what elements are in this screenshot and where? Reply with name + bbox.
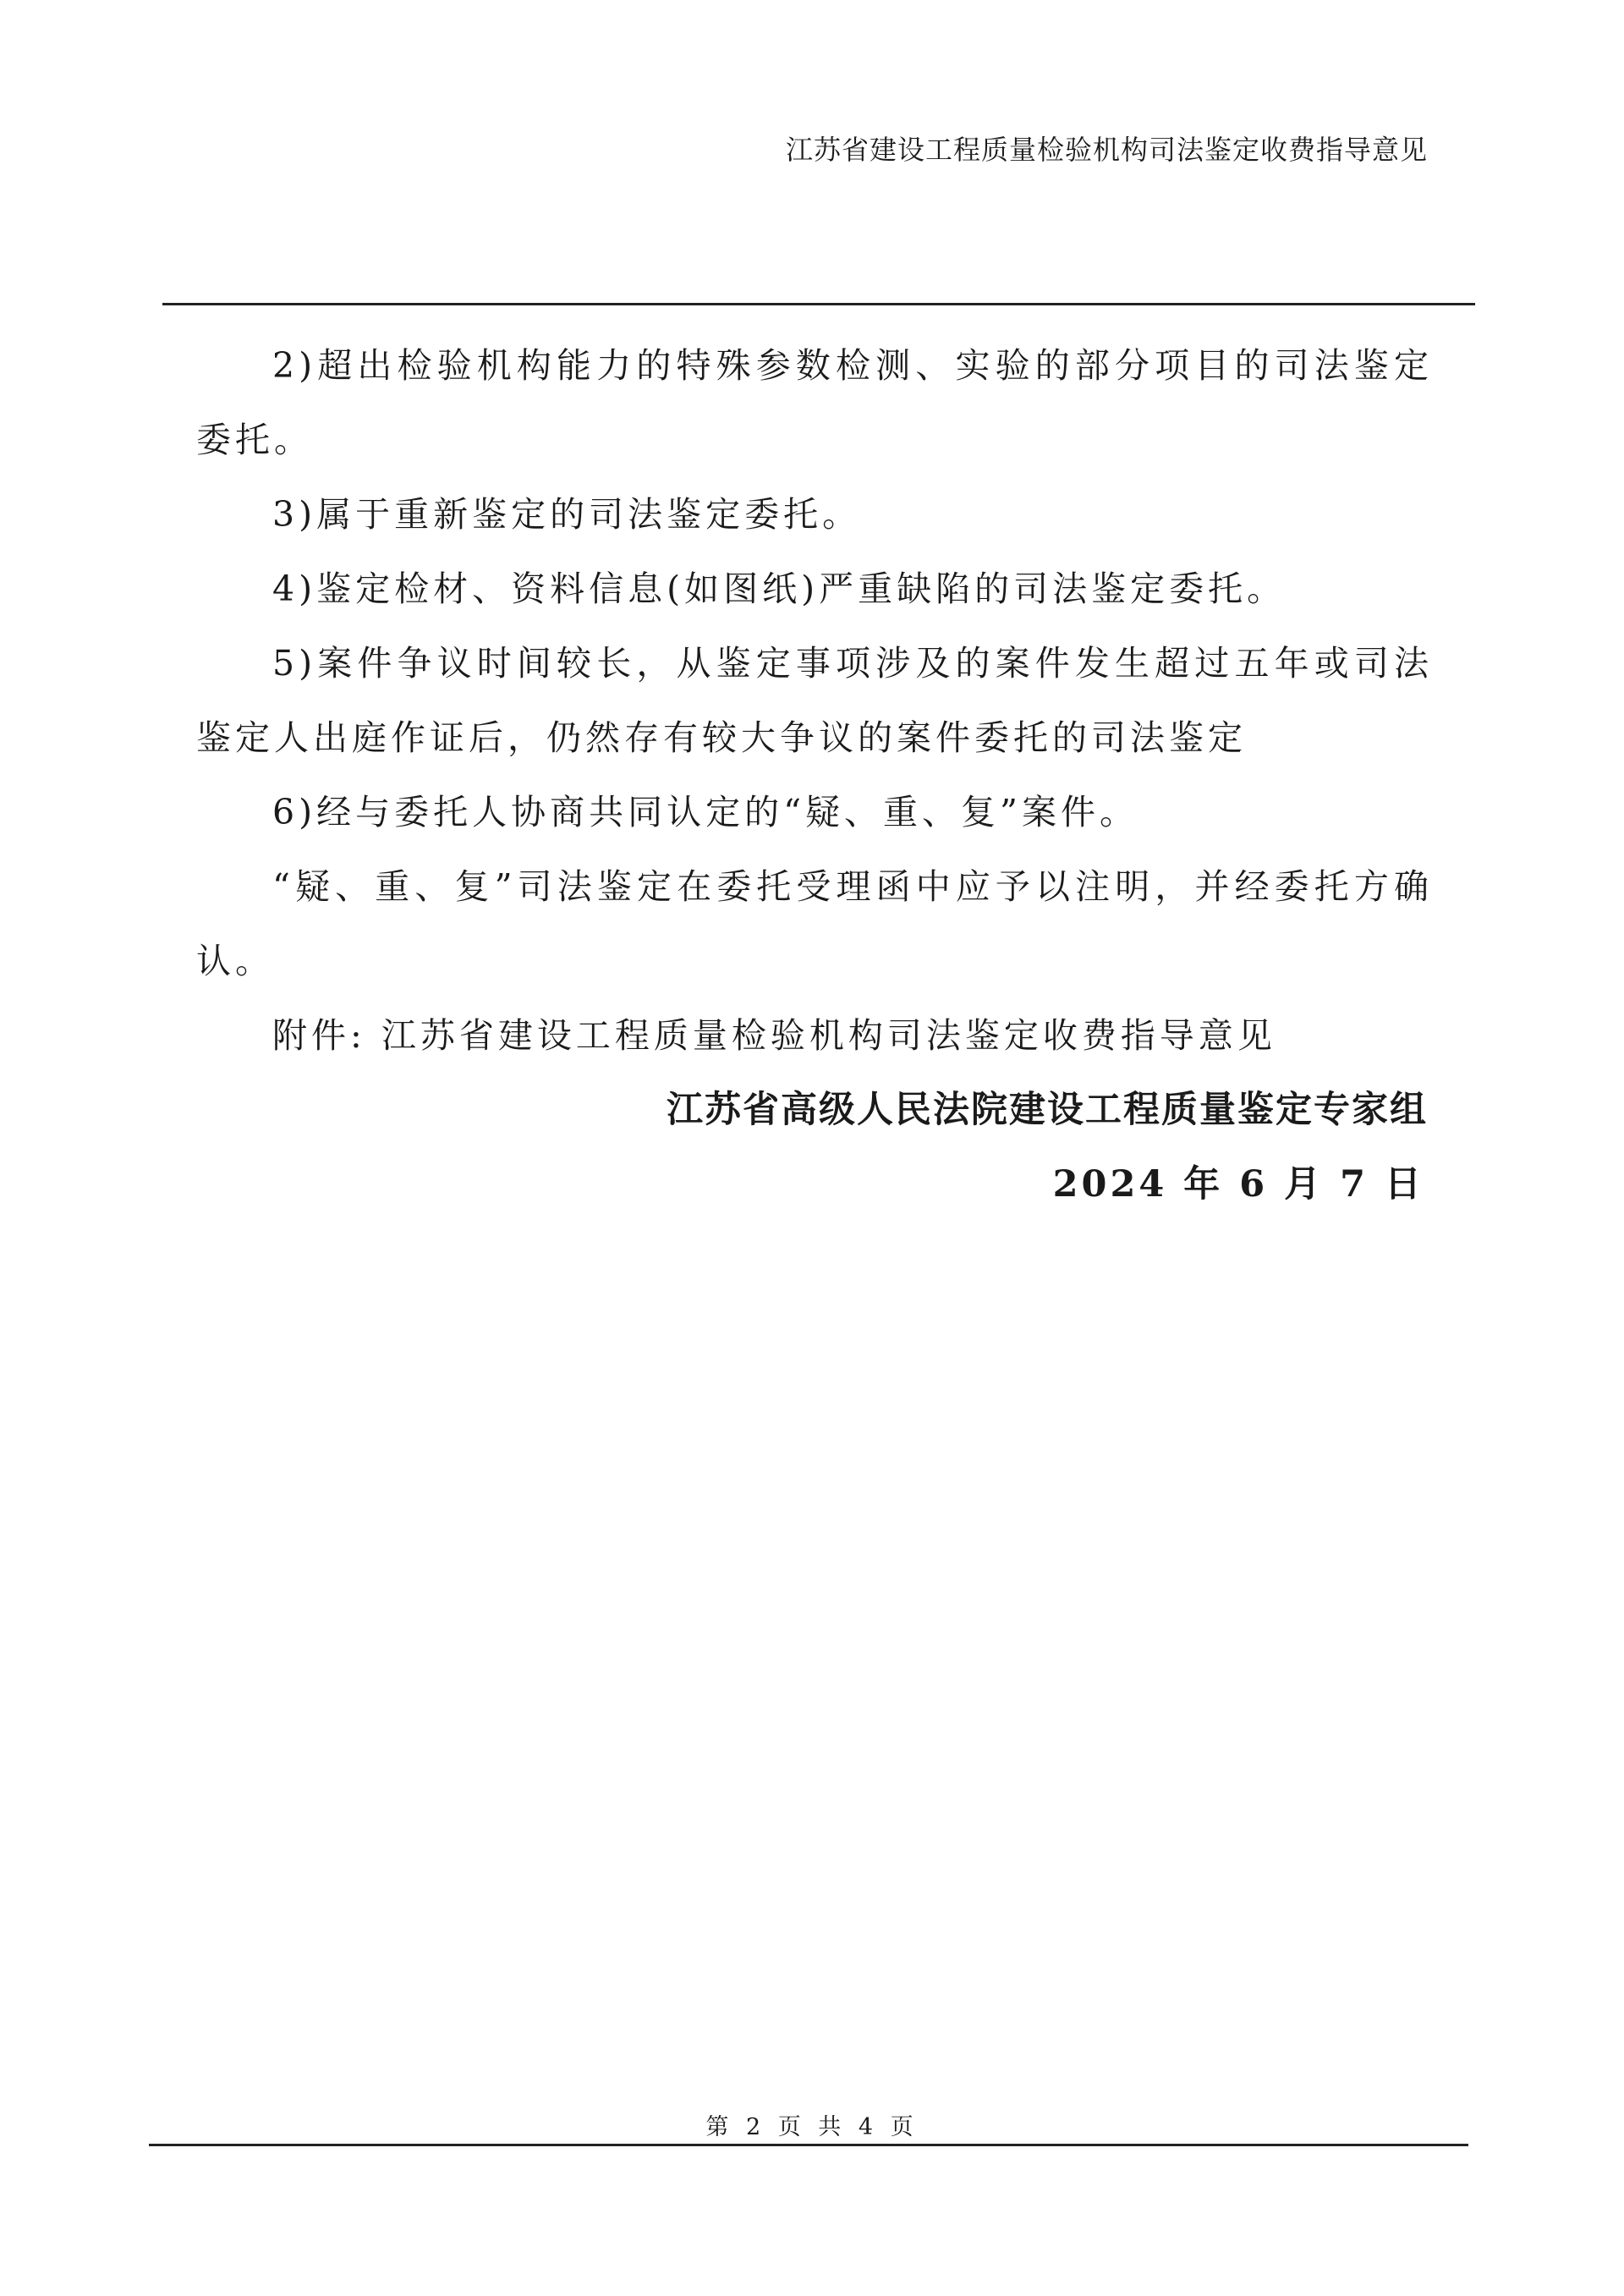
paragraph-item-4: 4)鉴定检材、资料信息(如图纸)严重缺陷的司法鉴定委托。 — [272, 569, 1287, 609]
footer-divider — [149, 2144, 1468, 2146]
running-header-title: 江苏省建设工程质量检验机构司法鉴定收费指导意见 — [785, 134, 1428, 166]
signature-date: 2024 年 6 月 7 日 — [1052, 1163, 1424, 1206]
paragraph-item-2: 2)超出检验机构能力的特殊参数检测、实验的部分项目的司法鉴定委托。 — [196, 345, 1433, 460]
header-divider — [162, 303, 1475, 305]
paragraph-item-6: 6)经与委托人协商共同认定的“疑、重、复”案件。 — [272, 792, 1138, 832]
document-body — [196, 328, 1433, 1222]
page-number: 第 2 页 共 4 页 — [705, 2114, 919, 2140]
paragraph-attachment: 附件: 江苏省建设工程质量检验机构司法鉴定收费指导意见 — [272, 1015, 1276, 1056]
paragraph-note: “疑、重、复”司法鉴定在委托受理函中应予以注明，并经委托方确认。 — [196, 866, 1433, 981]
signature-organization: 江苏省高级人民法院建设工程质量鉴定专家组 — [667, 1089, 1428, 1131]
paragraph-item-5: 5)案件争议时间较长，从鉴定事项涉及的案件发生超过五年或司法鉴定人出庭作证后，仍然存有较大争议的案件委托的司法鉴定 — [196, 643, 1433, 758]
paragraph-item-3: 3)属于重新鉴定的司法鉴定委托。 — [272, 494, 862, 535]
